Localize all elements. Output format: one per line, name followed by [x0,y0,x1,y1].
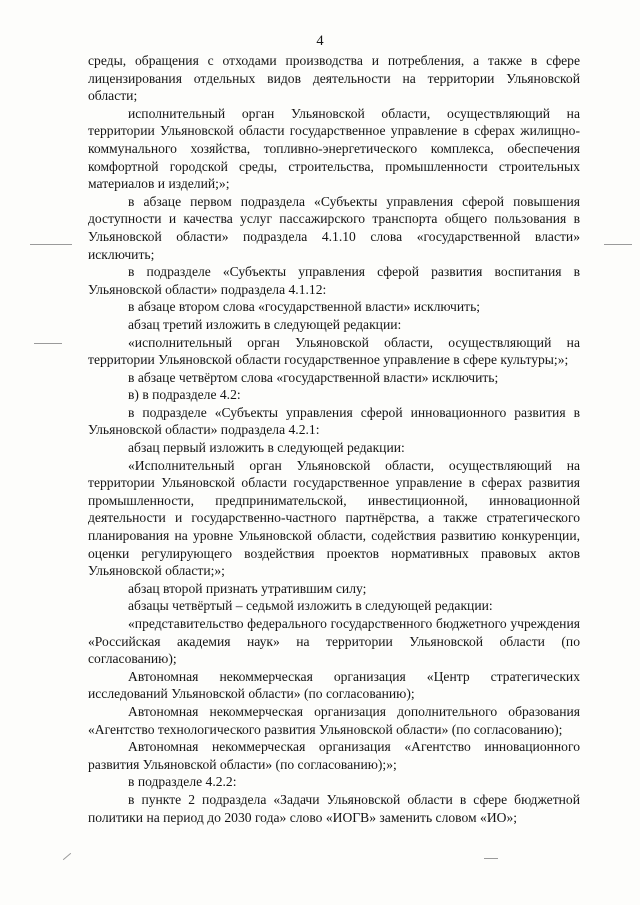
document-body [88,52,580,826]
paragraph-7: «исполнительный орган Ульяновской области, осуществляющий на территории Ульяновской области государственное управление в сфере культуры;»; [88,334,580,368]
paragraph-19: в подразделе 4.2.2: [128,774,237,790]
paragraph-4: в подразделе «Субъекты управления сферой развития воспитания в Ульяновской области» подраздела 4.1.12: [88,264,580,297]
scan-mark-bottom-right [484,858,498,859]
scan-mark-left-2 [34,343,62,344]
paragraph-12: «Исполнительный орган Ульяновской области, осуществляющий на территории Ульяновской области государственное управление в сферах развития промышленности, предпринимательской, инвестиционной, инновационной деятельности и государственно-частного партнёрства, а также стратегического планирования на уровне Ульяновской области, содействия развитию конкуренции, оценки регулирующего воздействия проектов нормативных правовых актов Ульяновской области;»; [88,457,580,579]
paragraph-18: Автономная некоммерческая организация «Агентство инновационного развития Ульяновской области» (по согласованию);»; [88,739,580,772]
paragraph-15: «представительство федерального государственного бюджетного учреждения «Российская академия наук» на территории Ульяновской области (по согласованию); [88,616,580,667]
page-number: 4 [316,33,324,49]
scan-mark-left-1 [30,244,72,245]
paragraph-17: Автономная некоммерческая организация дополнительного образования «Агентство технологического развития Ульяновской области» (по согласованию); [88,703,580,737]
paragraph-1: среды, обращения с отходами производства и потребления, а также в сфере лицензирования отдельных видов деятельности на территории Ульяновской области; [88,53,580,104]
paragraph-2: исполнительный орган Ульяновской области, осуществляющий на территории Ульяновской области государственное управление в сферах жилищно-коммунального хозяйства, топливно-энергетического комплекса, обеспечения комфортной городской среды, строительства, промышленности строительных материалов и изделий;»; [88,105,580,192]
paragraph-9: в) в подразделе 4.2: [128,387,241,403]
paragraph-10: в подразделе «Субъекты управления сферой инновационного развития в Ульяновской области» подраздела 4.2.1: [88,404,580,438]
paragraph-8: в абзаце четвёртом слова «государственной власти» исключить; [128,369,499,385]
paragraph-6: абзац третий изложить в следующей редакции: [128,316,402,332]
paragraph-14: абзацы четвёртый – седьмой изложить в следующей редакции: [128,598,493,614]
paragraph-16: Автономная некоммерческая организация «Центр стратегических исследований Ульяновской области» (по согласованию); [88,668,580,702]
paragraph-11: абзац первый изложить в следующей редакции: [128,440,405,456]
paragraph-3: в абзаце первом подраздела «Субъекты управления сферой повышения доступности и качества услуг пассажирского транспорта общего пользования в Ульяновской области» подраздела 4.1.10 слова «государственной власти» исключить; [88,193,580,262]
paragraph-20: в пункте 2 подраздела «Задачи Ульяновской области в сфере бюджетной политики на период до 2030 года» слово «ИОГВ» заменить словом «ИО»; [88,791,580,825]
paragraph-13: абзац второй признать утратившим силу; [128,580,367,596]
scan-mark-bottom-left [63,853,71,860]
scan-mark-right-1 [604,244,632,245]
paragraph-5: в абзаце втором слова «государственной власти» исключить; [128,299,481,315]
